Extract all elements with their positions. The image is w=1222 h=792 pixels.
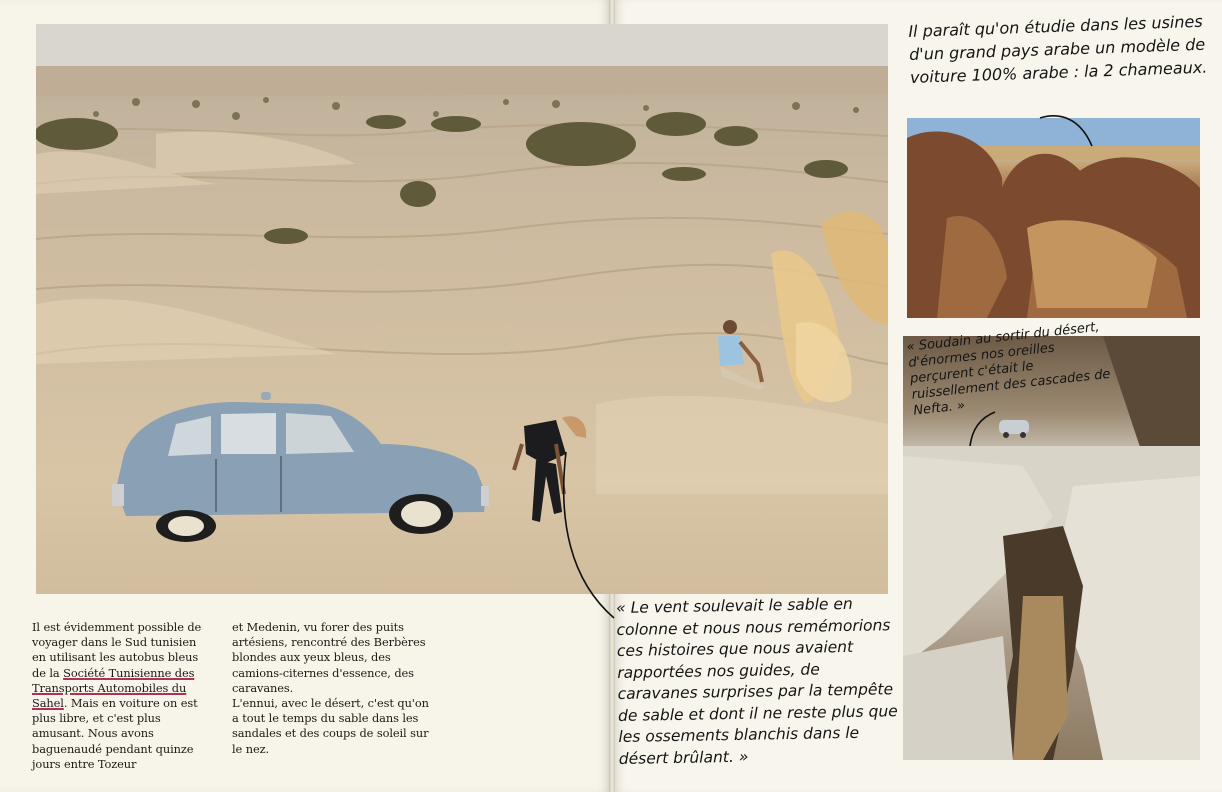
body-text-part-1: Il est évidemment possible de voyager dans le Sud tunisien en utilisant les autobus bleus de la xyxy=(32,620,202,680)
body-text-column-1 xyxy=(32,620,212,772)
handwritten-note-sandstorm: « Le vent soulevait le sable en colonne et nous nous remémorions ces histoires que nous avaient rapportées nos guides, de caravanes surprises par la tempête de sable et dont il ne reste plus que les ossements blanchis dans le désert brûlant. » xyxy=(616,594,898,768)
desert-illustration xyxy=(36,24,888,594)
camels-photo xyxy=(907,118,1200,318)
citroen-2cv-car xyxy=(112,392,489,542)
camels-illustration xyxy=(907,118,1200,318)
company-name-underlined: Société Tunisienne des Transports Automobiles du Sahel xyxy=(32,665,195,711)
crouching-man-figure xyxy=(718,320,764,390)
desert-photo xyxy=(36,24,888,594)
handwritten-note-gorge: « Soudain au sortir du désert, d'énormes nos oreilles perçurent c'était le ruissellement des cascades de Nefta. » xyxy=(906,319,1112,419)
body-paragraph-1: et Medenin, vu forer des puits artésiens, rencontré des Berbères blondes aux yeux bleus, des camions-citernes d'essence, des caravanes. xyxy=(232,620,426,695)
body-text-column-2 xyxy=(232,620,432,757)
small-car-in-gorge xyxy=(999,420,1029,438)
body-paragraph-2: L'ennui, avec le désert, c'est qu'on a tout le temps du sable dans les sandales et des coups de soleil sur le nez. xyxy=(232,696,429,756)
handwritten-note-camels: Il paraît qu'on étudie dans les usines d'un grand pays arabe un modèle de voiture 100% arabe : la 2 chameaux. xyxy=(908,11,1208,87)
sand-plume xyxy=(771,212,888,404)
body-text-part-2: . Mais en voiture on est plus libre, et c'est plus amusant. Nous avons baguenaudé pendant quinze jours entre Tozeur xyxy=(32,696,198,771)
woman-figure xyxy=(514,416,586,522)
